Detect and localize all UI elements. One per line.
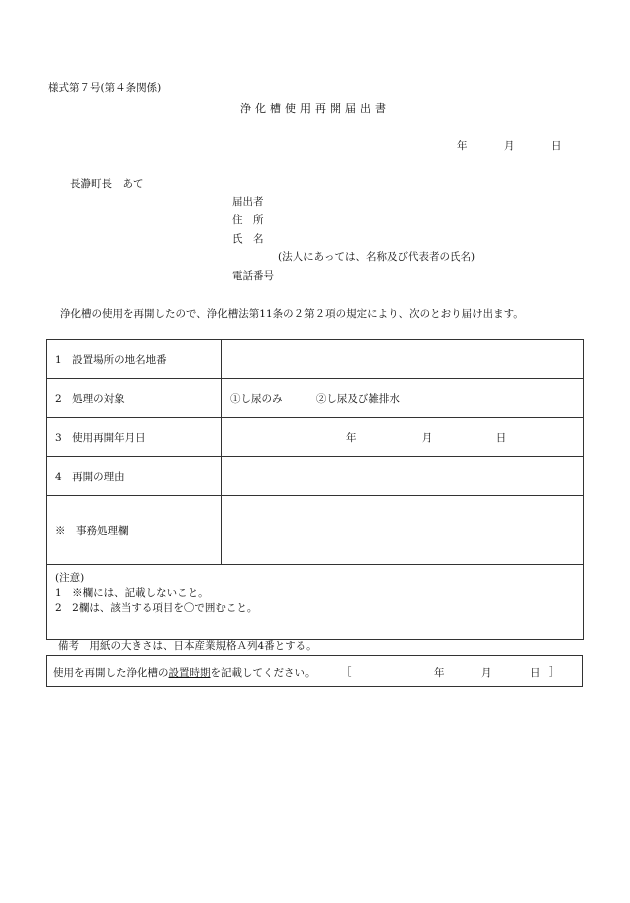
date-year-label: 年 — [457, 140, 468, 152]
install-year-label: 年 — [434, 667, 445, 679]
install-open-bracket: ［ — [341, 666, 352, 678]
date-month-label: 月 — [504, 140, 515, 152]
install-month-label: 月 — [481, 667, 492, 679]
table-row — [47, 565, 584, 640]
office-use-field — [222, 496, 584, 565]
note-2: 2 2欄は、該当する項目を〇で囲むこと。 — [55, 602, 258, 614]
body-text: 浄化槽の使用を再開したので、浄化槽法第11条の２第２項の規定により、次のとおり届け出ます。 — [60, 308, 524, 320]
resume-date-field[interactable] — [222, 418, 584, 457]
install-period-box — [46, 655, 583, 687]
table-row — [47, 379, 584, 418]
treatment-target-label: 2 処理の対象 — [47, 379, 222, 418]
notification-table — [46, 339, 584, 640]
corporation-note: (法人にあっては、名称及び代表者の氏名) — [278, 251, 476, 263]
remark: 備考 用紙の大きさは、日本産業規格Ａ列4番とする。 — [58, 640, 317, 652]
applicant-heading: 届出者 — [232, 196, 264, 208]
notes-cell — [47, 565, 584, 640]
location-label: 1 設置場所の地名地番 — [47, 340, 222, 379]
address-label: 住 所 — [232, 214, 264, 226]
option-human-waste-only[interactable]: ①し尿のみ — [230, 392, 283, 405]
install-suffix: を記載してください。 — [210, 667, 316, 679]
addressee: 長瀞町長 あて — [70, 178, 144, 190]
table-row — [47, 496, 584, 565]
install-day-label: 日 — [530, 667, 541, 679]
table-row — [47, 340, 584, 379]
treatment-target-field — [222, 379, 584, 418]
resume-date-label: 3 使用再開年月日 — [47, 418, 222, 457]
resume-month-label: 月 — [421, 431, 433, 444]
install-prefix: 使用を再開した浄化槽の — [53, 667, 169, 679]
resume-day-label: 日 — [495, 431, 507, 444]
table-row — [47, 418, 584, 457]
notes-heading: (注意) — [55, 572, 85, 584]
table-row — [47, 457, 584, 496]
install-close-bracket: ］ — [549, 666, 560, 678]
reason-field[interactable] — [222, 457, 584, 496]
resume-year-label: 年 — [346, 431, 357, 444]
name-label: 氏 名 — [232, 233, 264, 245]
phone-label: 電話番号 — [232, 270, 274, 282]
install-period-text — [53, 665, 316, 680]
form-number: 様式第７号(第４条関係) — [48, 82, 162, 94]
option-human-waste-and-wastewater[interactable]: ②し尿及び雑排水 — [315, 392, 400, 405]
office-use-label: ※ 事務処理欄 — [47, 496, 222, 565]
reason-label: 4 再開の理由 — [47, 457, 222, 496]
install-underlined: 設置時期 — [168, 667, 211, 679]
location-field[interactable] — [222, 340, 584, 379]
form-title: 浄化槽使用再開届出書 — [240, 102, 390, 115]
date-day-label: 日 — [551, 140, 562, 152]
note-1: 1 ※欄には、記載しないこと。 — [55, 587, 209, 599]
